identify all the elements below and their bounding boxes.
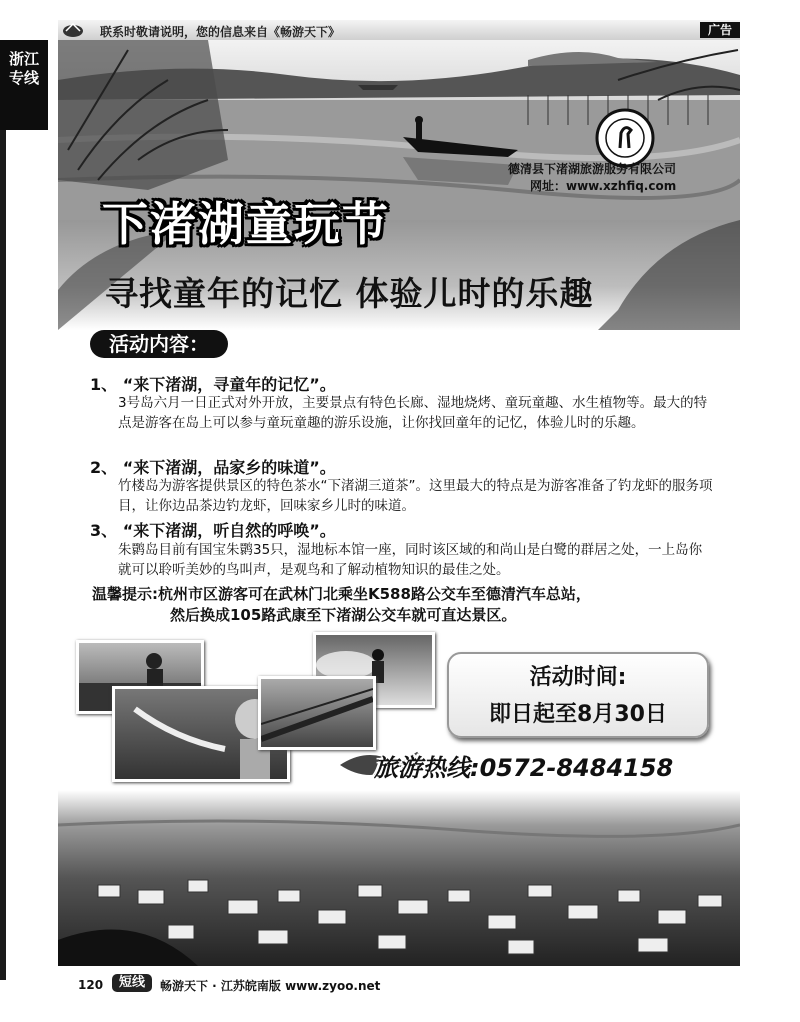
village-aerial-photo <box>58 790 740 966</box>
company-website: 网址：www.xzhfiq.com <box>530 179 677 193</box>
side-tab-line2: 专线 <box>8 69 39 87</box>
tip-line1: 温馨提示:杭州市区游客可在武林门北乘坐K588路公交车至德清汽车总站， <box>92 585 591 603</box>
source-notice: 联系时敬请说明，您的信息来自《畅游天下》 <box>100 25 341 39</box>
item-body: 3号岛六月一日正式对外开放，主要景点有特色长廊、湿地烧烤、童玩童趣、水生植物等。最大的特点是游客在岛上可以参与童玩童趣的游乐设施，让你找回童年的记忆，体验儿时的乐趣。 <box>118 395 708 431</box>
item-body: 竹楼岛为游客提供景区的特色茶水“下渚湖三道茶”。这里最大的特点是为游客准备了钓龙虾的服务项目，让你边品茶边钓龙虾，回味家乡儿时的味道。 <box>118 478 713 514</box>
side-stripe <box>0 130 6 980</box>
magazine-logo-icon <box>62 22 84 38</box>
ad-tag: 广告 <box>700 22 740 38</box>
side-tab-line1: 浙江 <box>8 50 39 68</box>
item-title: 2、 “来下渚湖，品家乡的味道”。 <box>90 458 336 477</box>
item-body: 朱鹮岛目前有国宝朱鹮35只，湿地标本馆一座，同时该区域的和尚山是白鹭的群居之处，一上岛你就可以聆听美妙的鸟叫声，是观鸟和了解动植物知识的最佳之处。 <box>118 542 703 578</box>
footer-publication: 畅游天下 · 江苏皖南版 www.zyoo.net <box>160 979 381 993</box>
company-name: 德清县下渚湖旅游服务有限公司 <box>508 162 677 176</box>
page-subtitle: 寻找童年的记忆 体验儿时的乐趣 <box>105 274 594 313</box>
short-route-badge: 短线 <box>112 974 152 992</box>
page-number: 120 <box>78 978 104 992</box>
section-heading: 活动内容： <box>90 330 228 358</box>
event-time-label: 活动时间: <box>529 665 627 690</box>
page-title: 下渚湖童玩节 <box>102 197 390 251</box>
event-time-box <box>447 652 709 738</box>
item-title: 3、 “来下渚湖，听自然的呼唤”。 <box>90 521 336 540</box>
section-side-tab <box>0 40 48 130</box>
item-title: 1、 “来下渚湖，寻童年的记忆”。 <box>90 375 336 394</box>
event-dates: 即日起至8月30日 <box>489 702 667 727</box>
travel-tip <box>92 584 591 626</box>
hotline-number: 旅游热线:0572-8484158 <box>374 754 674 782</box>
tip-line2: 然后换成105路武康至下渚湖公交车就可直达景区。 <box>170 606 517 624</box>
